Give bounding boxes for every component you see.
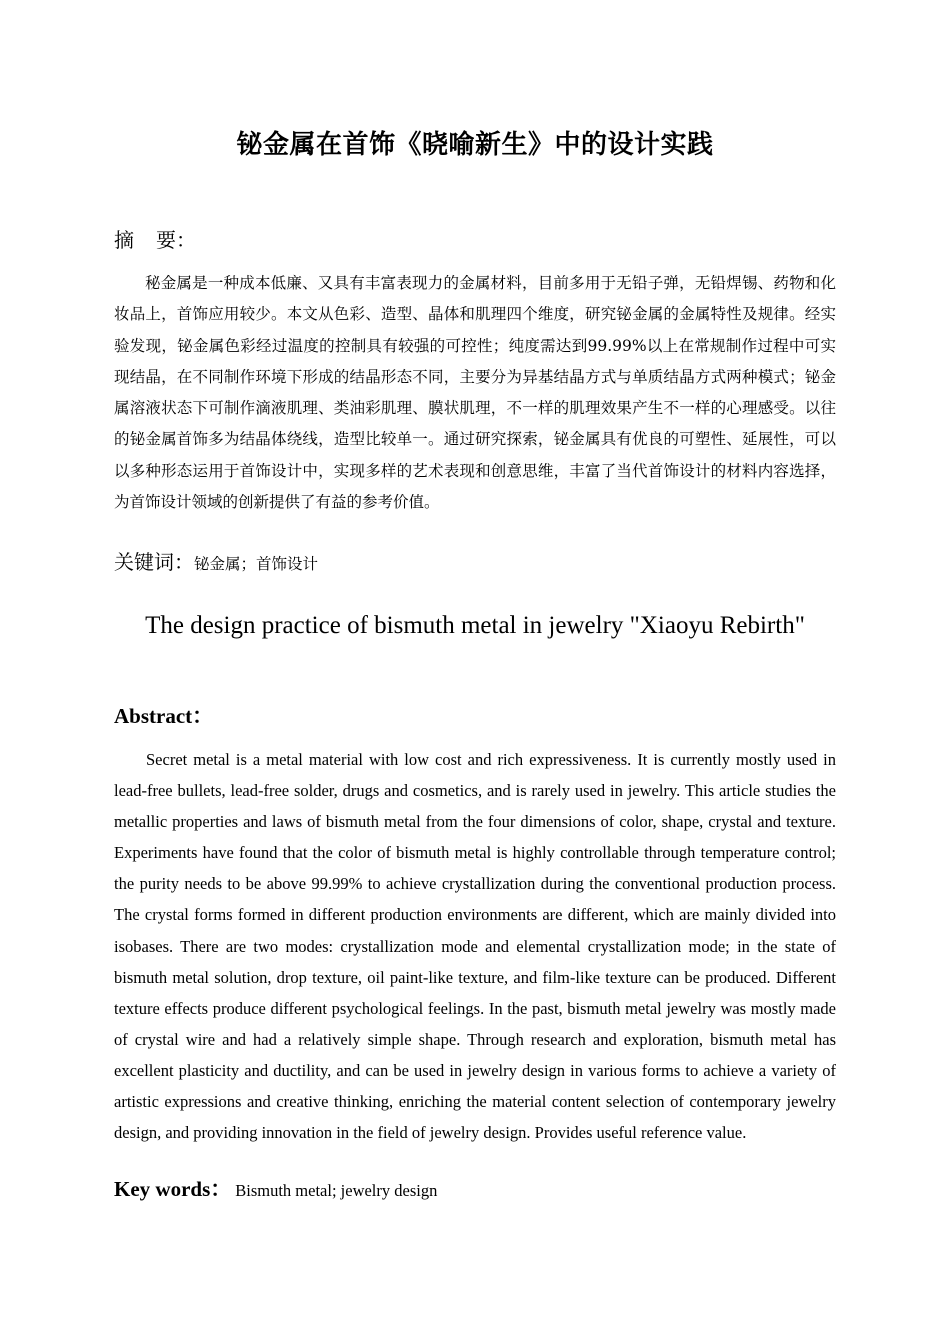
english-title: The design practice of bismuth metal in jewelry "Xiaoyu Rebirth" — [145, 612, 805, 639]
chinese-keywords-label: 关键词： — [114, 550, 194, 574]
chinese-abstract-body: 秘金属是一种成本低廉、又具有丰富表现力的金属材料，目前多用于无铅子弹，无铅焊锡、药物和化妆品上，首饰应用较少。本文从色彩、造型、晶体和肌理四个维度，研究铋金属的金属特性及规律。经实验发现，铋金属色彩经过温度的控制具有较强的可控性；纯度需达到99.99%以上在常规制作过程中可实现结晶，在不同制作环境下形成的结晶形态不同，主要分为异基结晶方式与单质结晶方式两种模式；铋金属溶液状态下可制作滴液肌理、类油彩肌理、膜状肌理，不一样的肌理效果产生不一样的心理感受。以往的铋金属首饰多为结晶体绕线，造型比较单一。通过研究探索，铋金属具有优良的可塑性、延展性，可以以多种形态运用于首饰设计中，实现多样的艺术表现和创意思维，丰富了当代首饰设计的材料内容选择，为首饰设计领域的创新提供了有益的参考价值。 — [114, 274, 836, 512]
chinese-keywords — [114, 548, 318, 579]
english-keywords-label: Key words： — [114, 1177, 232, 1201]
english-keywords-value: Bismuth metal; jewelry design — [235, 1181, 438, 1200]
english-abstract-heading: Abstract： — [114, 704, 214, 728]
english-abstract-body: Secret metal is a metal material with low cost and rich expressiveness. It is currently mostly used in lead-free bullets, lead-free solder, drugs and cosmetics, and is rarely used in jewelry. This article studies the metallic properties and laws of bismuth metal from the four dimensions of color, shape, crystal and texture. Experiments have found that the color of bismuth metal is highly controllable through temperature control; the purity needs to be above 99.99% to achieve crystallization during the conventional production process. The crystal forms formed in different production environments are different, which are mainly divided into isobases. There are two modes: crystallization mode and elemental crystallization mode; in the state of bismuth metal solution, drop texture, oil paint-like texture, and film-like texture can be produced. Different texture effects produce different psychological feelings. In the past, bismuth metal jewelry was mostly made of crystal wire and had a relatively simple shape. Through research and exploration, bismuth metal has excellent plasticity and ductility, and can be used in jewelry design in various forms to achieve a variety of artistic expressions and creative thinking, enriching the material content selection of contemporary jewelry design, and providing innovation in the field of jewelry design. Provides useful reference value. — [114, 750, 836, 1143]
chinese-title: 铋金属在首饰《晓喻新生》中的设计实践 — [236, 130, 714, 160]
chinese-abstract-label-part2: 要： — [156, 228, 196, 252]
chinese-abstract-label-part1: 摘 — [114, 228, 134, 252]
chinese-keywords-value: 铋金属；首饰设计 — [194, 555, 319, 573]
english-keywords — [114, 1174, 437, 1207]
chinese-abstract-heading — [114, 226, 196, 254]
